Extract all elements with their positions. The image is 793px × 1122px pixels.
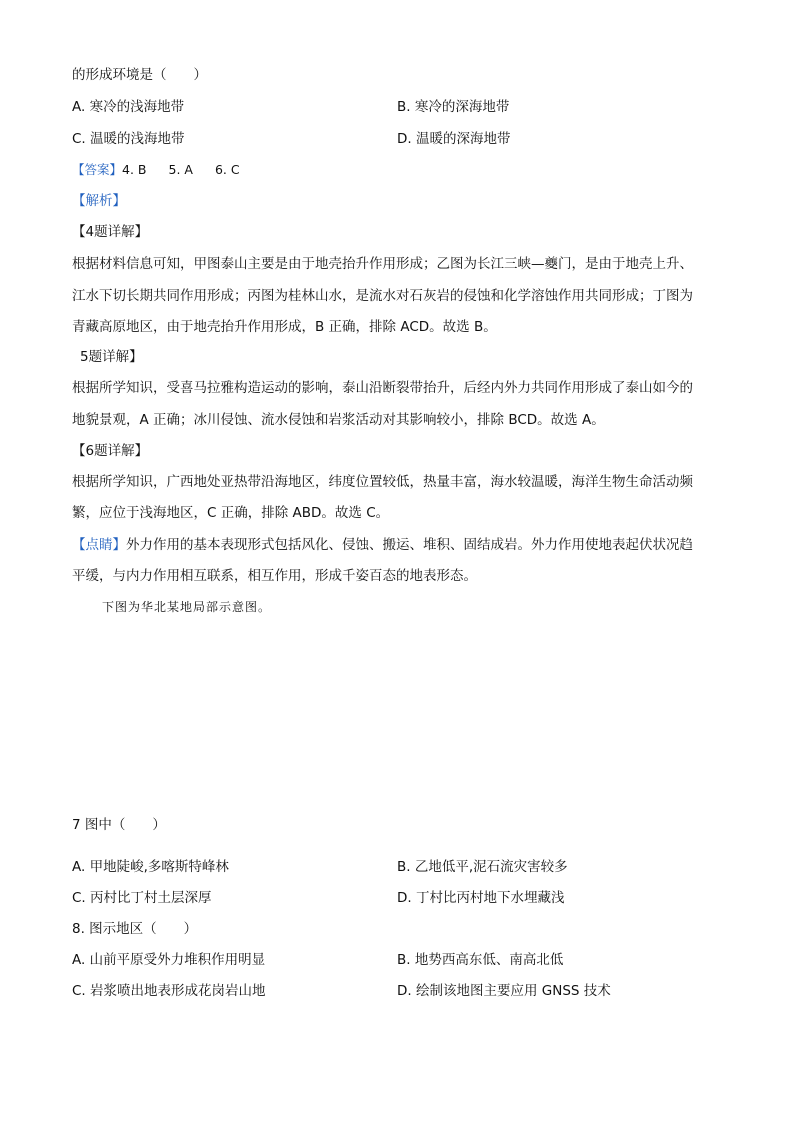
answer-4: 4. B xyxy=(122,162,147,177)
answer-5: 5. A xyxy=(168,162,193,177)
q6-option-d: D. 温暖的深海地带 xyxy=(397,131,511,147)
q6-detail-line: 繁，应位于浅海地区，C 正确，排除 ABD。故选 C。 xyxy=(72,505,390,521)
answer-6: 6. C xyxy=(214,162,240,177)
q8-option-b: B. 地势西高东低、南高北低 xyxy=(397,952,564,968)
q4-detail-heading: 【4题详解】 xyxy=(72,224,149,240)
q4-detail-line: 青藏高原地区，由于地壳抬升作用形成，B 正确，排除 ACD。故选 B。 xyxy=(72,319,497,335)
q8-option-a: A. 山前平原受外力堆积作用明显 xyxy=(72,952,266,968)
q7-option-d: D. 丁村比丙村地下水埋藏浅 xyxy=(397,890,565,906)
q6-detail-line: 根据所学知识，广西地处亚热带沿海地区，纬度位置较低，热量丰富，海水较温暖，海洋生物生命活动频 xyxy=(72,474,693,490)
figure-placeholder xyxy=(72,625,722,805)
q6-option-c: C. 温暖的浅海地带 xyxy=(72,131,185,147)
map-intro: 下图为华北某地局部示意图。 xyxy=(102,600,272,614)
q8-option-c: C. 岩浆喷出地表形成花岗岩山地 xyxy=(72,983,266,999)
q8-option-d: D. 绘制该地图主要应用 GNSS 技术 xyxy=(397,983,611,999)
q6-stem-tail: 的形成环境是（ ） xyxy=(72,67,207,83)
q7-stem: 7 图中（ ） xyxy=(72,817,166,833)
q6-option-b: B. 寒冷的深海地带 xyxy=(397,99,510,115)
q5-detail-line: 根据所学知识，受喜马拉雅构造运动的影响，泰山沿断裂带抬升，后经内外力共同作用形成了泰山如今的 xyxy=(72,380,693,396)
q5-detail-heading: 5题详解】 xyxy=(80,349,143,365)
q7-option-b: B. 乙地低平,泥石流灾害较多 xyxy=(397,859,568,875)
q8-stem: 8. 图示地区（ ） xyxy=(72,921,198,937)
tip-line-1 xyxy=(72,535,693,555)
q6-option-a: A. 寒冷的浅海地带 xyxy=(72,99,185,115)
answer-line xyxy=(72,160,240,180)
q7-option-a: A. 甲地陡峻,多喀斯特峰林 xyxy=(72,859,229,875)
q7-option-c: C. 丙村比丁村土层深厚 xyxy=(72,890,212,906)
q5-detail-line: 地貌景观，A 正确；冰川侵蚀、流水侵蚀和岩浆活动对其影响较小，排除 BCD。故选 A。 xyxy=(72,412,605,428)
q4-detail-line: 江水下切长期共同作用形成；丙图为桂林山水，是流水对石灰岩的侵蚀和化学溶蚀作用共同形成；丁图为 xyxy=(72,288,693,304)
q4-detail-line: 根据材料信息可知，甲图泰山主要是由于地壳抬升作用形成；乙图为长江三峡—夔门，是由于地壳上升、 xyxy=(72,256,693,272)
tip-label: 【点睛】 xyxy=(72,537,126,553)
analysis-label: 【解析】 xyxy=(72,193,126,209)
tip-text: 外力作用的基本表现形式包括风化、侵蚀、搬运、堆积、固结成岩。外力作用使地表起伏状况趋 xyxy=(126,537,693,553)
answer-label: 【答案】 xyxy=(72,162,123,177)
q6-detail-heading: 【6题详解】 xyxy=(72,443,149,459)
tip-line-2: 平缓，与内力作用相互联系，相互作用，形成千姿百态的地表形态。 xyxy=(72,568,477,584)
